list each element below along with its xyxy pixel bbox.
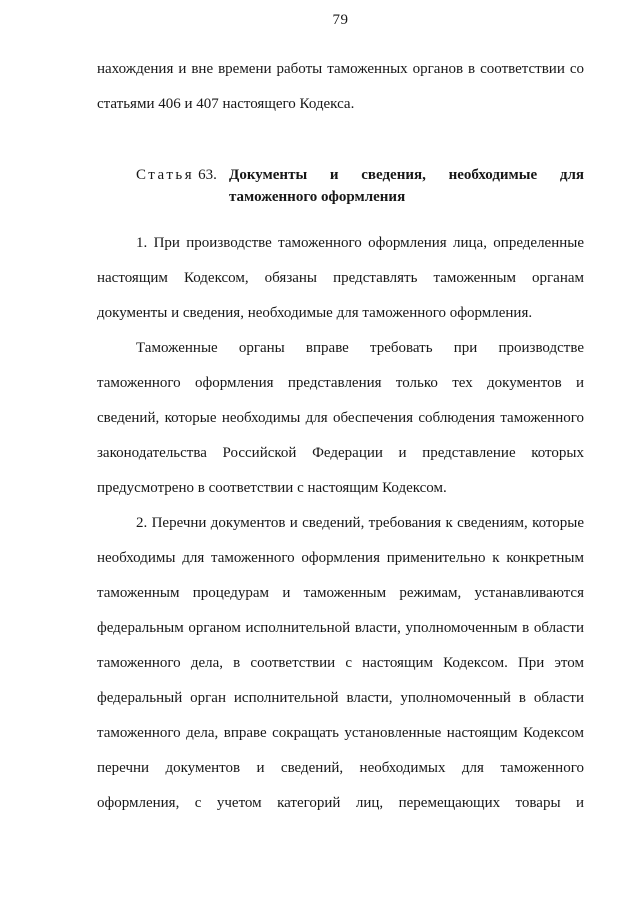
text-line: нахождения и вне времени работы таможенных органов в соответствии со bbox=[97, 61, 584, 77]
article-title bbox=[229, 164, 584, 208]
text-line: перечни документов и сведений, необходимых для таможенного bbox=[97, 760, 584, 776]
page-content bbox=[97, 0, 584, 821]
text-line: документы и сведения, необходимые для таможенного оформления. bbox=[97, 305, 533, 321]
paragraph bbox=[97, 331, 584, 506]
text-line: 2. Перечни документов и сведений, требования к сведениям, которые bbox=[136, 515, 584, 531]
text-line: статьями 406 и 407 настоящего Кодекса. bbox=[97, 96, 355, 112]
text-line: таможенным процедурам и таможенным режимам, устанавливаются bbox=[97, 585, 584, 601]
text-body bbox=[97, 52, 584, 821]
text-line: оформления, с учетом категорий лиц, перемещающих товары и bbox=[97, 795, 584, 811]
text-line: 1. При производстве таможенного оформления лица, определенные bbox=[136, 235, 584, 251]
text-line: необходимы для таможенного оформления применительно к конкретным bbox=[97, 550, 584, 566]
text-line: настоящим Кодексом, обязаны представлять таможенным органам bbox=[97, 270, 584, 286]
text-line: федеральным органом исполнительной власти, уполномоченным в области bbox=[97, 620, 584, 636]
text-line: федеральный орган исполнительной власти, уполномоченный в области bbox=[97, 690, 584, 706]
text-line: таможенного дела, вправе сокращать установленные настоящим Кодексом bbox=[97, 725, 584, 741]
article-label-word: Статья bbox=[136, 167, 195, 183]
text-line: сведений, которые необходимы для обеспечения соблюдения таможенного bbox=[97, 410, 584, 426]
text-line: Таможенные органы вправе требовать при производстве bbox=[136, 340, 584, 356]
text-line: таможенного дела, в соответствии с настоящим Кодексом. При этом bbox=[97, 655, 584, 671]
paragraph bbox=[97, 506, 584, 821]
text-line: таможенного оформления представления только тех документов и bbox=[97, 375, 584, 391]
paragraph bbox=[97, 52, 584, 122]
text-line: законодательства Российской Федерации и представление которых bbox=[97, 445, 584, 461]
article-heading bbox=[97, 164, 584, 208]
paragraph bbox=[97, 226, 584, 331]
text-line: предусмотрено в соответствии с настоящим Кодексом. bbox=[97, 480, 447, 496]
page-number: 79 bbox=[332, 12, 349, 28]
article-title-line: таможенного оформления bbox=[229, 189, 406, 205]
article-number: 63. bbox=[198, 167, 217, 183]
article-title-line: Документы и сведения, необходимые для bbox=[229, 167, 584, 183]
article-label bbox=[136, 164, 229, 208]
